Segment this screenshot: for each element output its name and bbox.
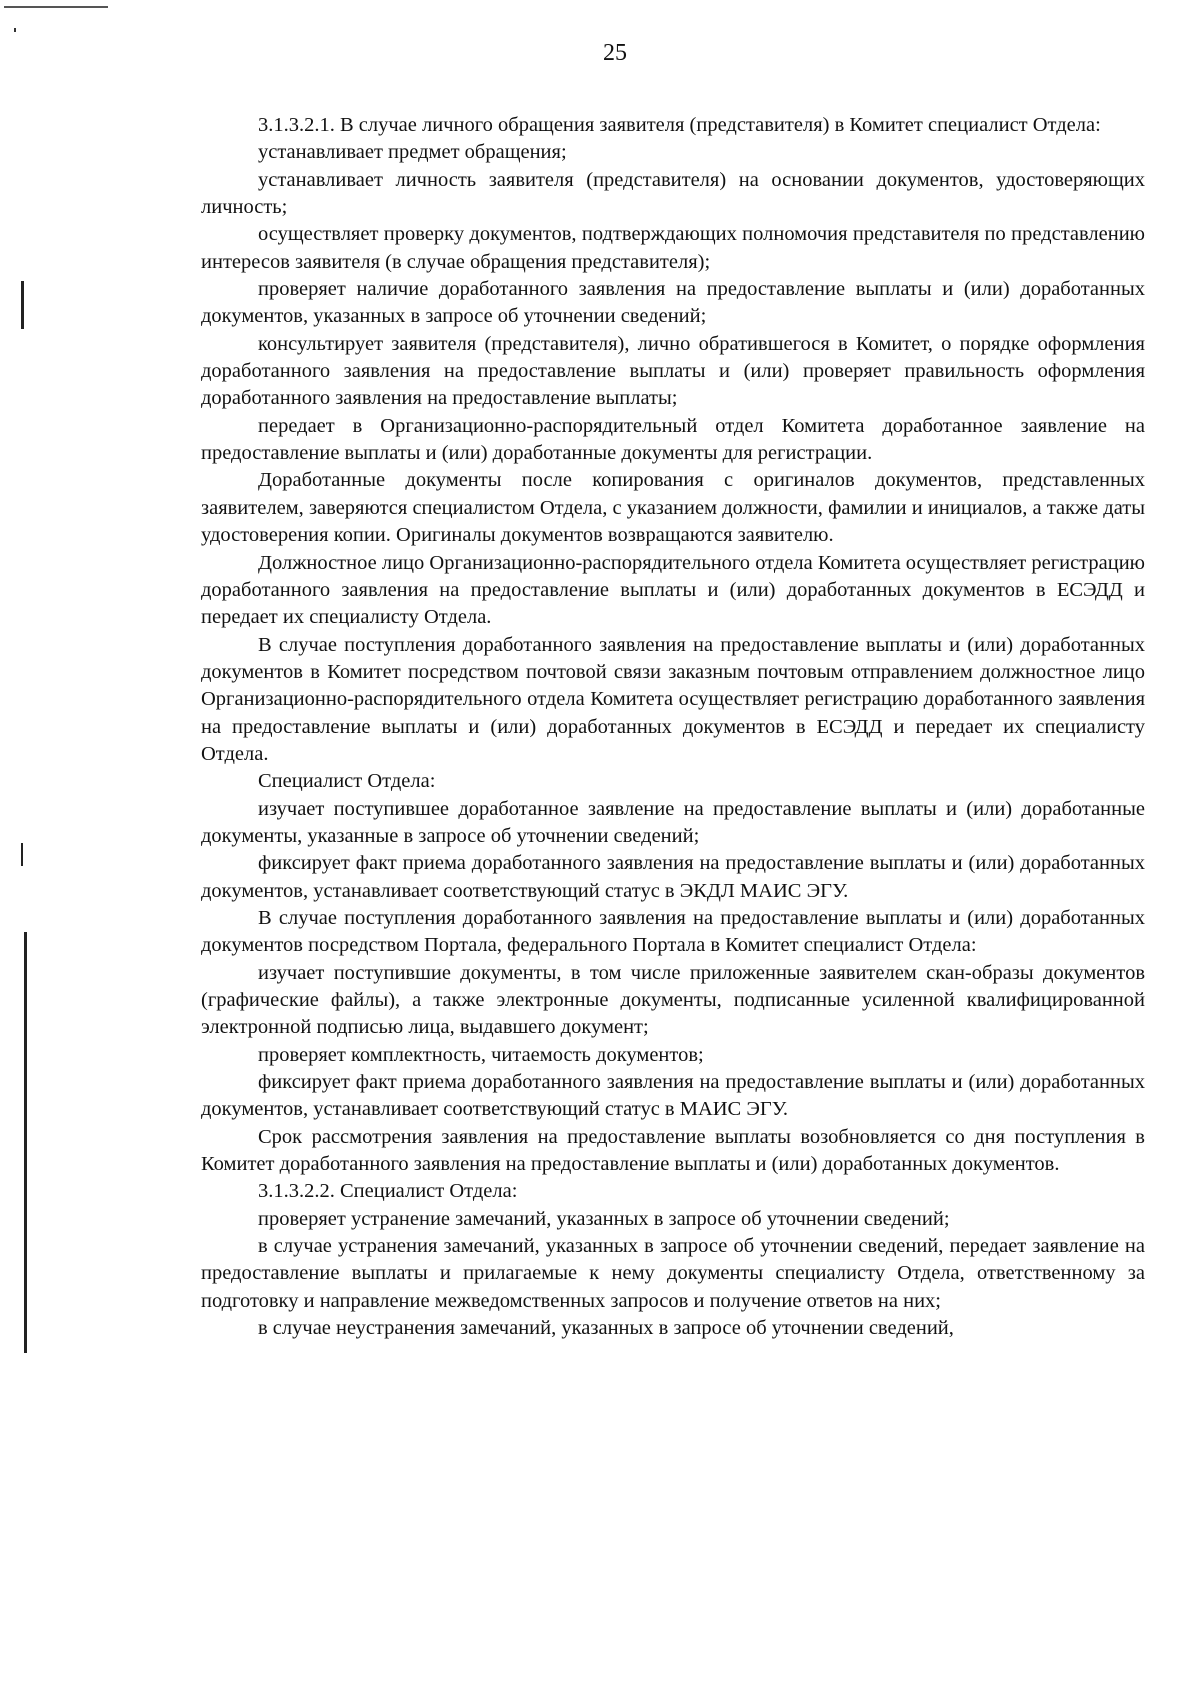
paragraph: Доработанные документы после копирования с оригиналов документов, представленных заявителем, заверяются специалистом Отдела, с указанием должности, фамилии и инициалов, а также даты удостоверения копии. Оригиналы документов возвращаются заявителю. — [201, 469, 1145, 547]
paragraph: В случае поступления доработанного заявления на предоставление выплаты и (или) доработанных документов в Комитет посредством почтовой связи заказным почтовым отправлением должностное лицо Организационно-распорядительного отдела Комитета осуществляет регистрацию доработанного заявления на предоставление выплаты и (или) доработанных документов в ЕСЭДД и передает их специалисту Отдела. — [201, 633, 1145, 765]
paragraph: консультирует заявителя (представителя), лично обратившегося в Комитет, о порядке оформления доработанного заявления на предоставление выплаты и (или) проверяет правильность оформления доработанного заявления на предоставление выплаты; — [201, 332, 1145, 410]
paragraph: передает в Организационно-распорядительный отдел Комитета доработанное заявление на предоставление выплаты и (или) доработанные документы для регистрации. — [201, 414, 1145, 465]
paragraph: 3.1.3.2.2. Специалист Отдела: — [258, 1180, 518, 1203]
paragraph: Срок рассмотрения заявления на предоставление выплаты возобновляется со дня поступления в Комитет доработанного заявления на предоставление выплаты и (или) доработанных документов. — [201, 1125, 1145, 1176]
paragraph: проверяет устранение замечаний, указанных в запросе об уточнении сведений; — [258, 1207, 950, 1230]
paragraph: в случае неустранения замечаний, указанных в запросе об уточнении сведений, — [258, 1317, 954, 1340]
paragraph: фиксирует факт приема доработанного заявления на предоставление выплаты и (или) доработанных документов, устанавливает соответствующий статус в МАИС ЭГУ. — [201, 1071, 1145, 1121]
margin-change-bar — [24, 932, 27, 1353]
margin-change-bar — [21, 843, 23, 866]
paragraph: Специалист Отдела: — [258, 770, 436, 793]
paragraph: осуществляет проверку документов, подтверждающих полномочия представителя по представлению интересов заявителя (в случае обращения представителя); — [201, 223, 1145, 273]
paragraph: 3.1.3.2.1. В случае личного обращения заявителя (представителя) в Комитет специалист Отдела: — [258, 114, 1101, 136]
paragraph: в случае устранения замечаний, указанных в запросе об уточнении сведений, передает заявление на предоставление выплаты и прилагаемые к нему документы специалисту Отдела, ответственному за подготовку и направление межведомственных запросов и получение ответов на них; — [201, 1235, 1145, 1312]
scan-top-rule — [4, 6, 108, 8]
paragraph: В случае поступления доработанного заявления на предоставление выплаты и (или) доработанных документов посредством Портала, федерального Портала в Комитет специалист Отдела: — [201, 906, 1145, 957]
scan-speck — [14, 28, 16, 32]
paragraph: фиксирует факт приема доработанного заявления на предоставление выплаты и (или) доработанных документов, устанавливает соответствующий статус в ЭКДЛ МАИС ЭГУ. — [201, 852, 1145, 902]
document-body — [201, 112, 1145, 1342]
paragraph: проверяет наличие доработанного заявления на предоставление выплаты и (или) доработанных документов, указанных в запросе об уточнении сведений; — [201, 278, 1145, 328]
margin-change-bar — [21, 281, 24, 329]
page-number: 25 — [603, 40, 627, 66]
paragraph: проверяет комплектность, читаемость документов; — [258, 1043, 704, 1066]
paragraph: изучает поступившее доработанное заявление на предоставление выплаты и (или) доработанные документы, указанные в запросе об уточнении сведений; — [201, 797, 1145, 847]
paragraph: устанавливает личность заявителя (представителя) на основании документов, удостоверяющих личность; — [201, 168, 1145, 219]
paragraph: изучает поступившие документы, в том числе приложенные заявителем скан-образы документов (графические файлы), а также электронные документы, подписанные усиленной квалифицированной электронной подписью лица, выдавшего документ; — [201, 961, 1145, 1039]
paragraph: устанавливает предмет обращения; — [258, 141, 567, 164]
paragraph: Должностное лицо Организационно-распорядительного отдела Комитета осуществляет регистрацию доработанного заявления на предоставление выплаты и (или) доработанных документов в ЕСЭДД и передает их специалисту Отдела. — [201, 551, 1145, 629]
